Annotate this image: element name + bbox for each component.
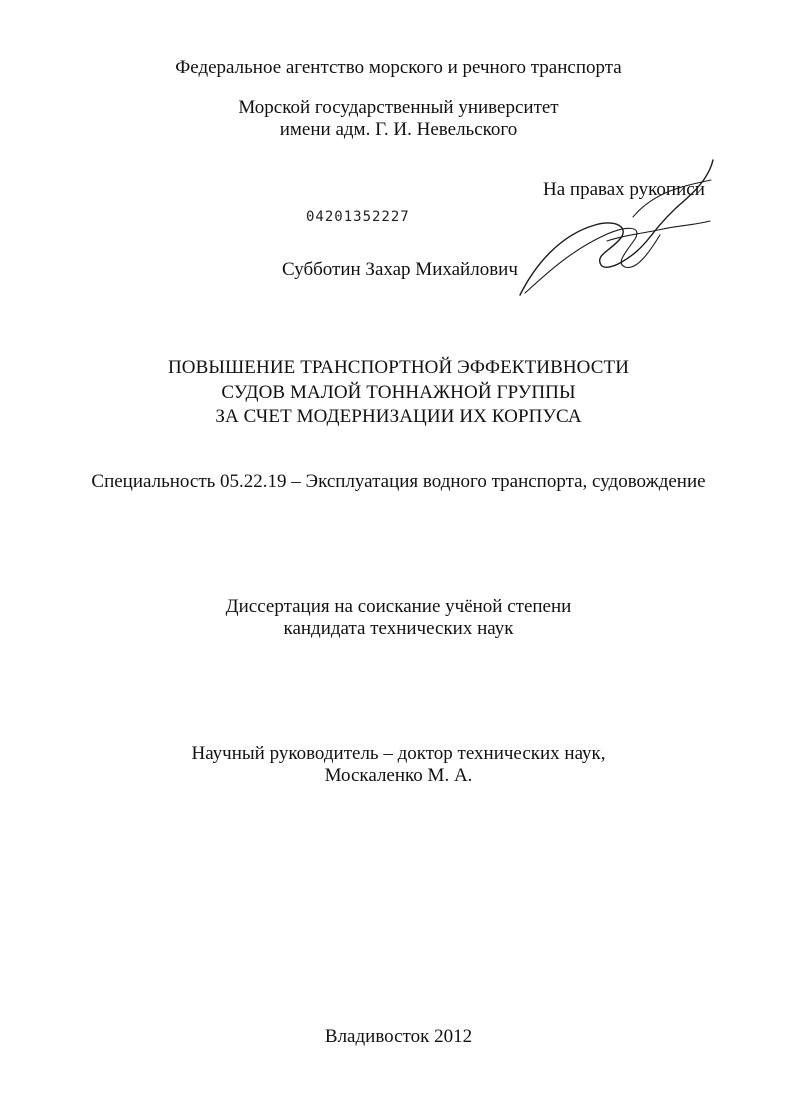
degree-line-1: Диссертация на соискание учёной степени bbox=[225, 596, 572, 617]
title-line-3: ЗА СЧЕТ МОДЕРНИЗАЦИИ ИХ КОРПУСА bbox=[215, 406, 582, 427]
specialty: Специальность 05.22.19 – Эксплуатация водного транспорта, судовождение bbox=[91, 471, 706, 492]
author-name: Субботин Захар Михайлович bbox=[282, 259, 518, 280]
supervisor-name: Москаленко М. А. bbox=[324, 765, 473, 786]
university-honorific: имени адм. Г. И. Невельского bbox=[279, 119, 518, 140]
title-line-1: ПОВЫШЕНИЕ ТРАНСПОРТНОЙ ЭФФЕКТИВНОСТИ bbox=[167, 357, 630, 378]
supervisor-line-1: Научный руководитель – доктор технических наук, bbox=[191, 743, 606, 764]
agency-name: Федеральное агентство морского и речного транспорта bbox=[175, 57, 622, 78]
degree-line-2: кандидата технических наук bbox=[283, 618, 514, 639]
title-line-2: СУДОВ МАЛОЙ ТОННАЖНОЙ ГРУППЫ bbox=[221, 382, 576, 403]
university-name: Морской государственный университет bbox=[238, 97, 559, 118]
rights-note: На правах рукописи bbox=[543, 179, 705, 200]
handwritten-signature-icon bbox=[515, 155, 725, 305]
place-year: Владивосток 2012 bbox=[324, 1026, 473, 1047]
registration-number: 04201352227 bbox=[306, 209, 410, 225]
